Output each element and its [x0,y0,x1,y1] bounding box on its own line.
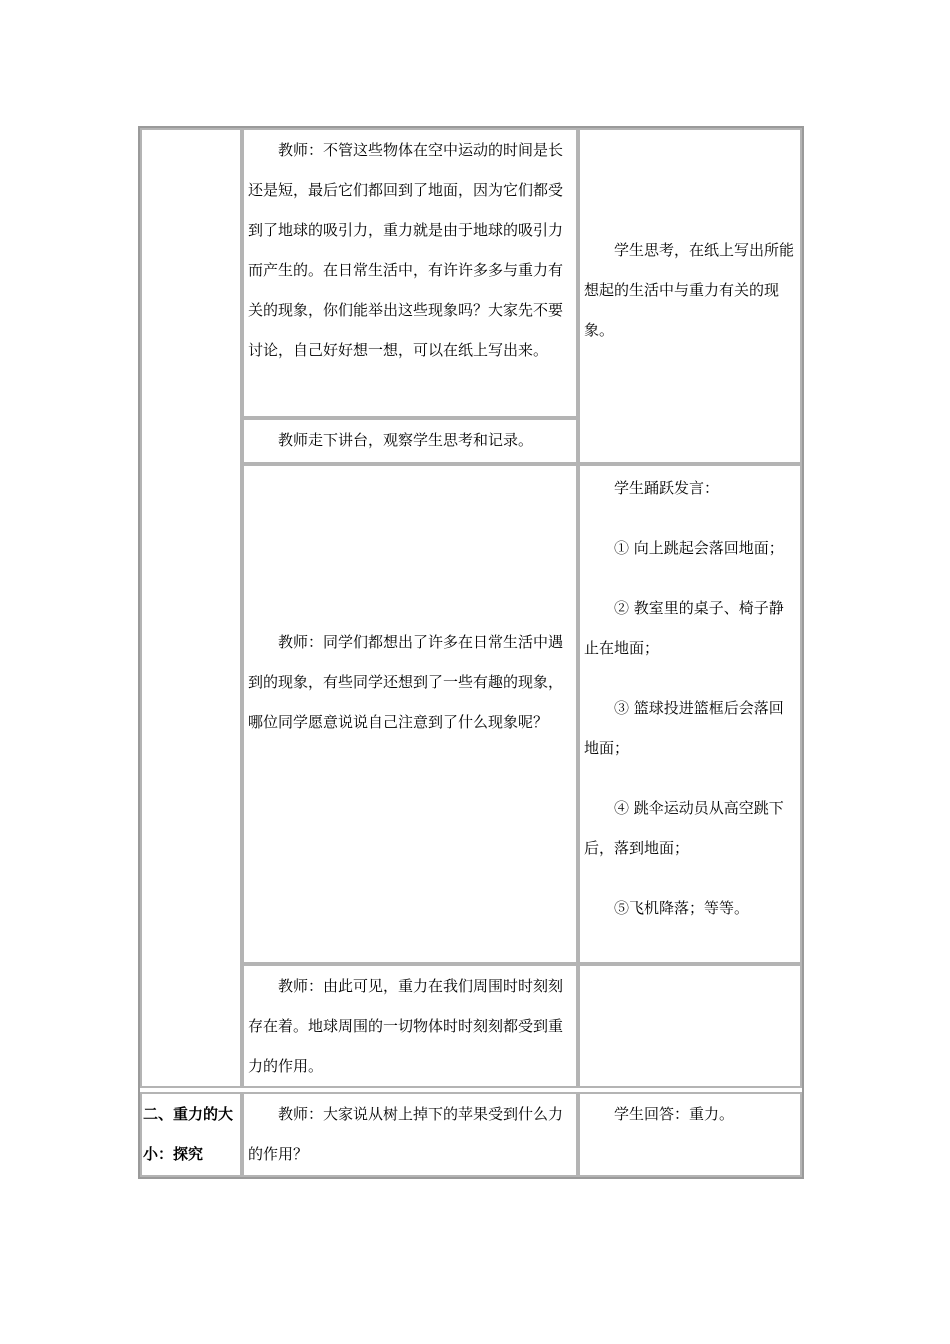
teacher-text: 教师：由此可见，重力在我们周围时时刻刻存在着。地球周围的一切物体时时刻刻都受到重力的作用。 [248,977,564,1075]
teacher-cell-gravity-intro [242,128,578,418]
student-cell-phenomena-list [578,464,802,964]
teacher-text: 教师：大家说从树上掉下的苹果受到什么力的作用？ [248,1105,564,1163]
student-cell-think [578,128,802,464]
list-item: ① 向上跳起会落回地面； [614,539,784,557]
student-text: 学生回答：重力。 [614,1105,735,1123]
teacher-action-text: 教师走下讲台，观察学生思考和记录。 [278,431,534,449]
teacher-cell-observe [242,418,578,464]
student-cell-empty [578,964,802,1088]
teacher-cell-apple-question [242,1092,578,1177]
list-item: ② 教室里的桌子、椅子静止在地面； [584,599,784,657]
teacher-cell-conclusion [242,964,578,1088]
teacher-text: 教师：不管这些物体在空中运动的时间是长还是短，最后它们都回到了地面，因为它们都受到了地球的吸引力，重力就是由于地球的吸引力而产生的。在日常生活中，有许许多多与重力有关的现象，你们能举出这些现象吗？大家先不要讨论，自己好好想一想，可以在纸上写出来。 [248,141,564,359]
student-text: 学生思考，在纸上写出所能想起的生活中与重力有关的现象。 [584,241,795,339]
student-intro: 学生踊跃发言： [614,479,720,497]
teacher-text: 教师：同学们都想出了许多在日常生活中遇到的现象，有些同学还想到了一些有趣的现象，哪位同学愿意说说自己注意到了什么现象呢？ [248,633,564,731]
lesson-table [138,126,804,1179]
list-item: ⑤飞机降落；等等。 [614,899,750,917]
list-item: ④ 跳伞运动员从高空跳下后，落到地面； [584,799,784,857]
list-item: ③ 篮球投进篮框后会落回地面； [584,699,784,757]
section-label: 二、重力的大小：探究 [143,1105,234,1163]
student-cell-answer [578,1092,802,1177]
teacher-cell-ask-phenomena [242,464,578,964]
stage-cell-empty [140,128,242,1088]
stage-cell-section-two [140,1092,242,1177]
